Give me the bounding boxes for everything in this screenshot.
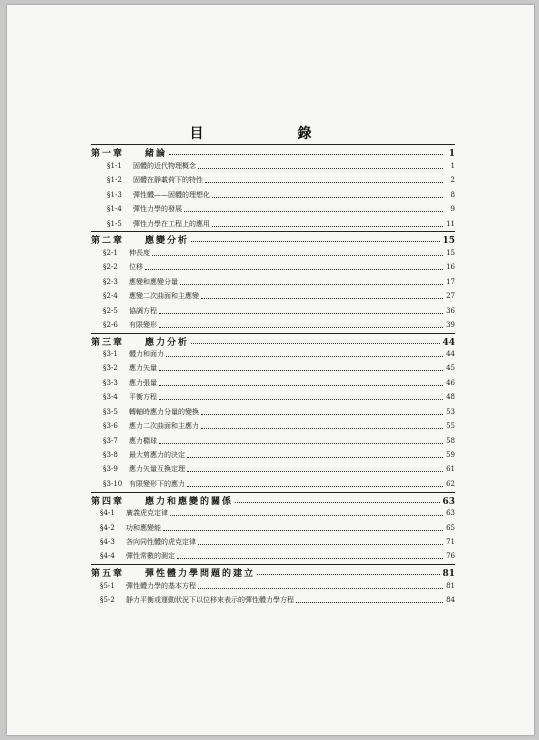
dot-leader [166,356,443,357]
toc-title: 平衡方程 [129,393,157,401]
toc-number: 第二章 [91,236,125,246]
toc-number: §3-8 [103,451,118,459]
toc-section-row [100,508,455,518]
toc-section-row [103,407,455,417]
toc-section-row [103,248,455,258]
toc-number: §2-4 [103,292,118,300]
page-title: 目 錄 [189,126,352,142]
toc-title: 彈性體力學的基本方程 [126,582,196,590]
toc-title: 應變分析 [145,236,190,246]
toc-number: §1-4 [107,205,122,213]
toc-page-number: 62 [446,480,455,488]
toc-page-number: 45 [446,364,455,372]
toc-title: 應力矢量互換定理 [129,465,185,473]
dot-leader [191,241,440,242]
toc-page-number: 15 [446,249,455,257]
toc-number: §3-5 [103,408,118,416]
toc-page-number: 39 [446,321,455,329]
toc-number: §5-2 [100,596,115,604]
toc-section-row [107,175,455,185]
toc-title: 有限變形 [129,321,157,329]
toc-title: 最大剪應力的決定 [129,451,185,459]
toc-number: §3-1 [103,350,118,358]
toc-page-number: 63 [446,509,455,517]
dot-leader [201,428,443,429]
toc-page-number: 76 [446,552,455,560]
dot-leader [205,182,443,183]
dot-leader [169,154,443,155]
toc-title: 固體在靜載荷下的特性 [133,176,203,184]
toc-number: 第五章 [91,569,125,579]
toc-number: §4-4 [100,552,115,560]
toc-number: §2-5 [103,307,118,315]
dot-leader [187,471,443,472]
chapter-rule [91,144,455,145]
book-page [7,5,534,735]
toc-title: 有限變形下的應力 [129,480,185,488]
dot-leader [159,443,443,444]
toc-page-number: 44 [446,350,455,358]
toc-number: 第一章 [91,149,125,159]
toc-number: §3-4 [103,393,118,401]
toc-section-row [103,363,455,373]
toc-page-number: 1 [450,162,455,170]
toc-page-number: 55 [446,422,455,430]
toc-title: 應力二次曲面和主應力 [129,422,199,430]
toc-chapter-row [91,146,455,159]
toc-title: 彈性常數的測定 [126,552,175,560]
toc-page-number: 17 [446,278,455,286]
toc-page-number: 63 [442,497,455,507]
toc-section-row [103,436,455,446]
dot-leader [201,298,443,299]
toc-title: 伸長度 [129,249,150,257]
toc-section-row [107,161,455,171]
dot-leader [159,385,443,386]
toc-section-row [100,537,455,547]
toc-section-row [103,450,455,460]
toc-section-row [107,204,455,214]
toc-number: 第四章 [91,497,125,507]
toc-title: 彈性體——固體的理想化 [133,191,210,199]
dot-leader [159,313,443,314]
toc-number: §4-2 [100,524,115,532]
dot-leader [152,255,443,256]
toc-number: §2-6 [103,321,118,329]
toc-section-row [107,219,455,229]
toc-number: §4-3 [100,538,115,546]
toc-page-number: 11 [446,220,455,228]
toc-title: 協調方程 [129,307,157,315]
toc-title: 應變二次曲面和主應變 [129,292,199,300]
toc-number: §3-7 [103,437,118,445]
toc-title: 各向同性體的虎克定律 [126,538,196,546]
toc-chapter-row [91,494,455,507]
toc-page-number: 61 [446,465,455,473]
chapter-rule [91,231,455,232]
toc-title: 應力張量 [129,379,157,387]
toc-page-number: 44 [442,338,455,348]
dot-leader [201,414,443,415]
toc-page-number: 81 [446,582,455,590]
dot-leader [187,486,443,487]
toc-page-number: 8 [450,191,455,199]
dot-leader [257,574,440,575]
toc-section-row [103,262,455,272]
toc-page-number: 15 [442,236,455,246]
toc-number: §3-9 [103,465,118,473]
toc-number: §5-1 [100,582,115,590]
toc-section-row [100,551,455,561]
toc-page-number: 84 [446,596,455,604]
dot-leader [198,588,443,589]
dot-leader [212,197,443,198]
toc-title: 位移 [129,263,143,271]
toc-title: 應變和應變分量 [129,278,178,286]
toc-page-number: 58 [446,437,455,445]
toc-number: §1-5 [107,220,122,228]
toc-title: 廣義虎克定律 [126,509,168,517]
toc-number: §1-3 [107,191,122,199]
toc-number: §3-2 [103,364,118,372]
toc-chapter-row [91,566,455,579]
dot-leader [159,370,443,371]
toc-page-number: 1 [448,149,455,159]
toc-title: 應力和應變的關係 [145,497,234,507]
toc-page-number: 9 [450,205,455,213]
toc-section-row [100,581,455,591]
toc-section-row [103,392,455,402]
toc-section-row [103,349,455,359]
toc-title: 彈性力學在工程上的應用 [133,220,210,228]
toc-chapter-row [91,335,455,348]
dot-leader [212,226,443,227]
toc-page-number: 2 [450,176,455,184]
toc-page-number: 81 [442,569,455,579]
toc-section-row [103,320,455,330]
toc-section-row [103,277,455,287]
toc-title: 靜力平衡或運動狀況下以位移來表示的彈性體力學方程 [126,596,294,604]
toc-page-number: 71 [446,538,455,546]
toc-number: §1-1 [107,162,122,170]
toc-number: §3-6 [103,422,118,430]
chapter-rule [91,564,455,565]
toc-section-row [103,306,455,316]
toc-title: 固體的近代物理概念 [133,162,196,170]
toc-page-number: 16 [446,263,455,271]
toc-title: 轉軸時應力分量的變換 [129,408,199,416]
chapter-rule [91,492,455,493]
toc-title: 功和應變能 [126,524,161,532]
toc-number: §1-2 [107,176,122,184]
toc-section-row [103,378,455,388]
toc-page-number: 53 [446,408,455,416]
toc-page-number: 48 [446,393,455,401]
dot-leader [187,457,443,458]
toc-number: §3-3 [103,379,118,387]
dot-leader [198,168,443,169]
toc-title: 體力和面力 [129,350,164,358]
toc-chapter-row [91,233,455,246]
dot-leader [170,515,443,516]
dot-leader [198,544,443,545]
toc-section-row [103,421,455,431]
dot-leader [159,327,443,328]
toc-section-row [103,291,455,301]
toc-title: 彈性體力學問題的建立 [145,569,256,579]
toc-section-row [107,190,455,200]
dot-leader [159,399,443,400]
toc-section-row [103,479,455,489]
toc-number: §2-1 [103,249,118,257]
toc-page-number: 36 [446,307,455,315]
toc-section-row [100,523,455,533]
toc-title: 應力矢量 [129,364,157,372]
dot-leader [180,284,443,285]
toc-page-number: 27 [446,292,455,300]
toc-number: §3-10 [103,480,123,488]
toc-number: §2-3 [103,278,118,286]
toc-page-number: 59 [446,451,455,459]
toc-page-number: 46 [446,379,455,387]
chapter-rule [91,333,455,334]
toc-number: §4-1 [100,509,115,517]
toc-section-row [103,464,455,474]
table-of-contents [7,5,534,735]
dot-leader [296,602,443,603]
dot-leader [145,269,443,270]
toc-section-row [100,595,455,605]
dot-leader [163,530,443,531]
dot-leader [177,558,443,559]
toc-title: 應力分析 [145,338,190,348]
toc-page-number: 65 [446,524,455,532]
toc-title: 應力橢球 [129,437,157,445]
toc-number: §2-2 [103,263,118,271]
dot-leader [184,211,443,212]
dot-leader [235,502,440,503]
toc-title: 緒論 [145,149,168,159]
toc-title: 彈性力學的發展 [133,205,182,213]
dot-leader [191,343,440,344]
toc-number: 第三章 [91,338,125,348]
